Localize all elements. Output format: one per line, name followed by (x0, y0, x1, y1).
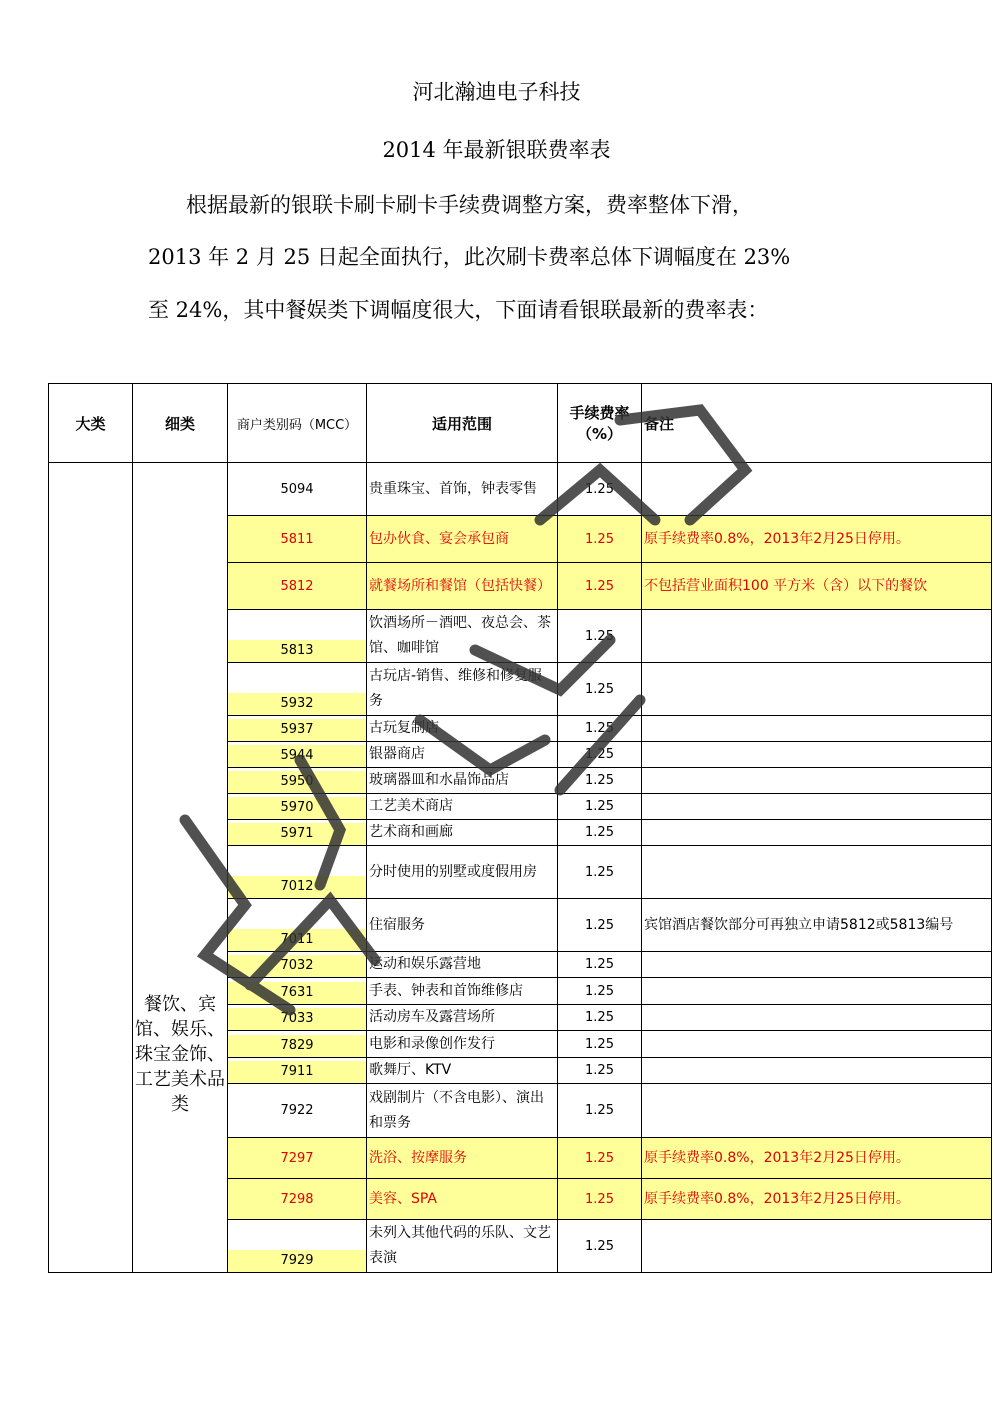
mcc-code: 5932 (228, 693, 366, 715)
table-body (49, 463, 992, 1273)
rate-cell: 1.25 (558, 1220, 642, 1273)
rate-cell: 1.25 (558, 463, 642, 516)
intro-line-3: 至 24%，其中餐娱类下调幅度很大，下面请看银联最新的费率表： (148, 298, 769, 322)
table-row (49, 463, 992, 516)
scope-cell: 银器商店 (367, 742, 558, 768)
note-cell: 不包括营业面积100 平方米（含）以下的餐饮 (642, 563, 992, 610)
scope-cell: 艺术商和画廊 (367, 820, 558, 846)
intro-line-2: 2013 年 2 月 25 日起全面执行，此次刷卡费率总体下调幅度在 23% (148, 245, 791, 269)
scope-cell: 古玩店-销售、维修和修复服务 (367, 663, 558, 716)
note-cell (642, 952, 992, 978)
fee-rate-table (48, 383, 992, 1273)
mcc-cell (228, 742, 367, 768)
mcc-code: 7631 (228, 982, 366, 1004)
mcc-cell (228, 768, 367, 794)
rate-cell: 1.25 (558, 742, 642, 768)
scope-cell: 美容、SPA (367, 1179, 558, 1220)
mcc-code: 7829 (228, 1035, 366, 1057)
mcc-cell (228, 1138, 367, 1179)
mcc-code: 5813 (228, 640, 366, 662)
rate-cell: 1.25 (558, 794, 642, 820)
note-cell (642, 1220, 992, 1273)
rate-cell: 1.25 (558, 1138, 642, 1179)
scope-cell: 分时使用的别墅或度假用房 (367, 846, 558, 899)
rate-cell: 1.25 (558, 1179, 642, 1220)
note-cell (642, 663, 992, 716)
company-name: 河北瀚迪电子科技 (412, 80, 581, 104)
mcc-cell (228, 1084, 367, 1138)
rate-cell: 1.25 (558, 1058, 642, 1084)
rate-cell: 1.25 (558, 1031, 642, 1058)
mcc-cell (228, 716, 367, 742)
scope-cell: 古玩复制店 (367, 716, 558, 742)
mcc-code: 7033 (228, 1008, 366, 1030)
scope-cell: 运动和娱乐露营地 (367, 952, 558, 978)
mcc-cell (228, 1179, 367, 1220)
scope-cell: 歌舞厅、KTV (367, 1058, 558, 1084)
scope-cell: 包办伙食、宴会承包商 (367, 516, 558, 563)
mcc-cell (228, 1058, 367, 1084)
mcc-code: 7297 (280, 1150, 314, 1166)
mcc-cell (228, 899, 367, 952)
rate-cell: 1.25 (558, 610, 642, 663)
major-category-cell (49, 463, 133, 1273)
note-cell (642, 820, 992, 846)
note-cell (642, 716, 992, 742)
scope-cell: 手表、钟表和首饰维修店 (367, 978, 558, 1005)
note-cell (642, 768, 992, 794)
mcc-code: 5094 (280, 481, 314, 497)
header-rate: 手续费率（%） (558, 384, 642, 463)
document-title: 2014 年最新银联费率表 (382, 138, 611, 162)
note-cell: 宾馆酒店餐饮部分可再独立申请5812或5813编号 (642, 899, 992, 952)
rate-cell: 1.25 (558, 563, 642, 610)
note-cell (642, 1084, 992, 1138)
header-scope: 适用范围 (367, 384, 558, 463)
rate-cell: 1.25 (558, 846, 642, 899)
rate-cell: 1.25 (558, 663, 642, 716)
scope-cell: 就餐场所和餐馆（包括快餐） (367, 563, 558, 610)
scope-cell: 住宿服务 (367, 899, 558, 952)
mcc-cell (228, 516, 367, 563)
scope-cell: 活动房车及露营场所 (367, 1005, 558, 1031)
scope-cell: 电影和录像创作发行 (367, 1031, 558, 1058)
mcc-code: 5970 (228, 797, 366, 819)
note-cell (642, 610, 992, 663)
mcc-cell (228, 1031, 367, 1058)
header-mcc: 商户类别码（MCC） (228, 384, 367, 463)
rate-cell: 1.25 (558, 716, 642, 742)
note-cell (642, 742, 992, 768)
note-cell (642, 794, 992, 820)
scope-cell: 工艺美术商店 (367, 794, 558, 820)
rate-cell: 1.25 (558, 820, 642, 846)
rate-cell: 1.25 (558, 516, 642, 563)
mcc-code: 7929 (228, 1250, 366, 1272)
mcc-cell (228, 978, 367, 1005)
rate-cell: 1.25 (558, 952, 642, 978)
scope-cell: 贵重珠宝、首饰，钟表零售 (367, 463, 558, 516)
rate-cell: 1.25 (558, 768, 642, 794)
note-cell (642, 463, 992, 516)
mcc-cell (228, 846, 367, 899)
mcc-code: 5937 (228, 719, 366, 741)
header-note: 备注 (642, 384, 992, 463)
rate-cell: 1.25 (558, 1005, 642, 1031)
rate-cell: 1.25 (558, 1084, 642, 1138)
intro-line-1: 根据最新的银联卡刷卡刷卡手续费调整方案，费率整体下滑， (186, 193, 753, 217)
scope-cell: 戏剧制片（不含电影）、演出和票务 (367, 1084, 558, 1138)
mcc-code: 7298 (280, 1191, 314, 1207)
mcc-code: 5971 (228, 823, 366, 845)
note-cell (642, 1058, 992, 1084)
mcc-code: 5812 (280, 578, 314, 594)
note-cell (642, 846, 992, 899)
mcc-code: 7922 (280, 1103, 314, 1118)
mcc-cell (228, 563, 367, 610)
note-cell: 原手续费率0.8%，2013年2月25日停用。 (642, 516, 992, 563)
note-cell: 原手续费率0.8%，2013年2月25日停用。 (642, 1138, 992, 1179)
mcc-cell (228, 1220, 367, 1273)
mcc-cell (228, 1005, 367, 1031)
mcc-cell (228, 952, 367, 978)
scope-cell: 洗浴、按摩服务 (367, 1138, 558, 1179)
scope-cell: 饮酒场所－酒吧、夜总会、茶馆、咖啡馆 (367, 610, 558, 663)
mcc-cell (228, 663, 367, 716)
mcc-code: 7011 (228, 929, 366, 951)
mcc-code: 5950 (228, 771, 366, 793)
scope-cell: 玻璃器皿和水晶饰品店 (367, 768, 558, 794)
mcc-cell (228, 463, 367, 516)
note-cell (642, 978, 992, 1005)
rate-cell: 1.25 (558, 978, 642, 1005)
mcc-cell (228, 820, 367, 846)
header-major-category: 大类 (49, 384, 133, 463)
scope-cell: 未列入其他代码的乐队、文艺表演 (367, 1220, 558, 1273)
mcc-code: 5944 (228, 745, 366, 767)
rate-cell: 1.25 (558, 899, 642, 952)
table-header-row (49, 384, 992, 463)
mcc-code: 7911 (228, 1061, 366, 1083)
header-sub-category: 细类 (133, 384, 228, 463)
mcc-code: 7032 (228, 955, 366, 977)
mcc-code: 7012 (228, 876, 366, 898)
note-cell (642, 1031, 992, 1058)
note-cell: 原手续费率0.8%，2013年2月25日停用。 (642, 1179, 992, 1220)
mcc-cell (228, 610, 367, 663)
sub-category-cell: 餐饮、宾馆、娱乐、珠宝金饰、工艺美术品类 (133, 463, 228, 1273)
mcc-cell (228, 794, 367, 820)
mcc-code: 5811 (280, 531, 314, 547)
note-cell (642, 1005, 992, 1031)
